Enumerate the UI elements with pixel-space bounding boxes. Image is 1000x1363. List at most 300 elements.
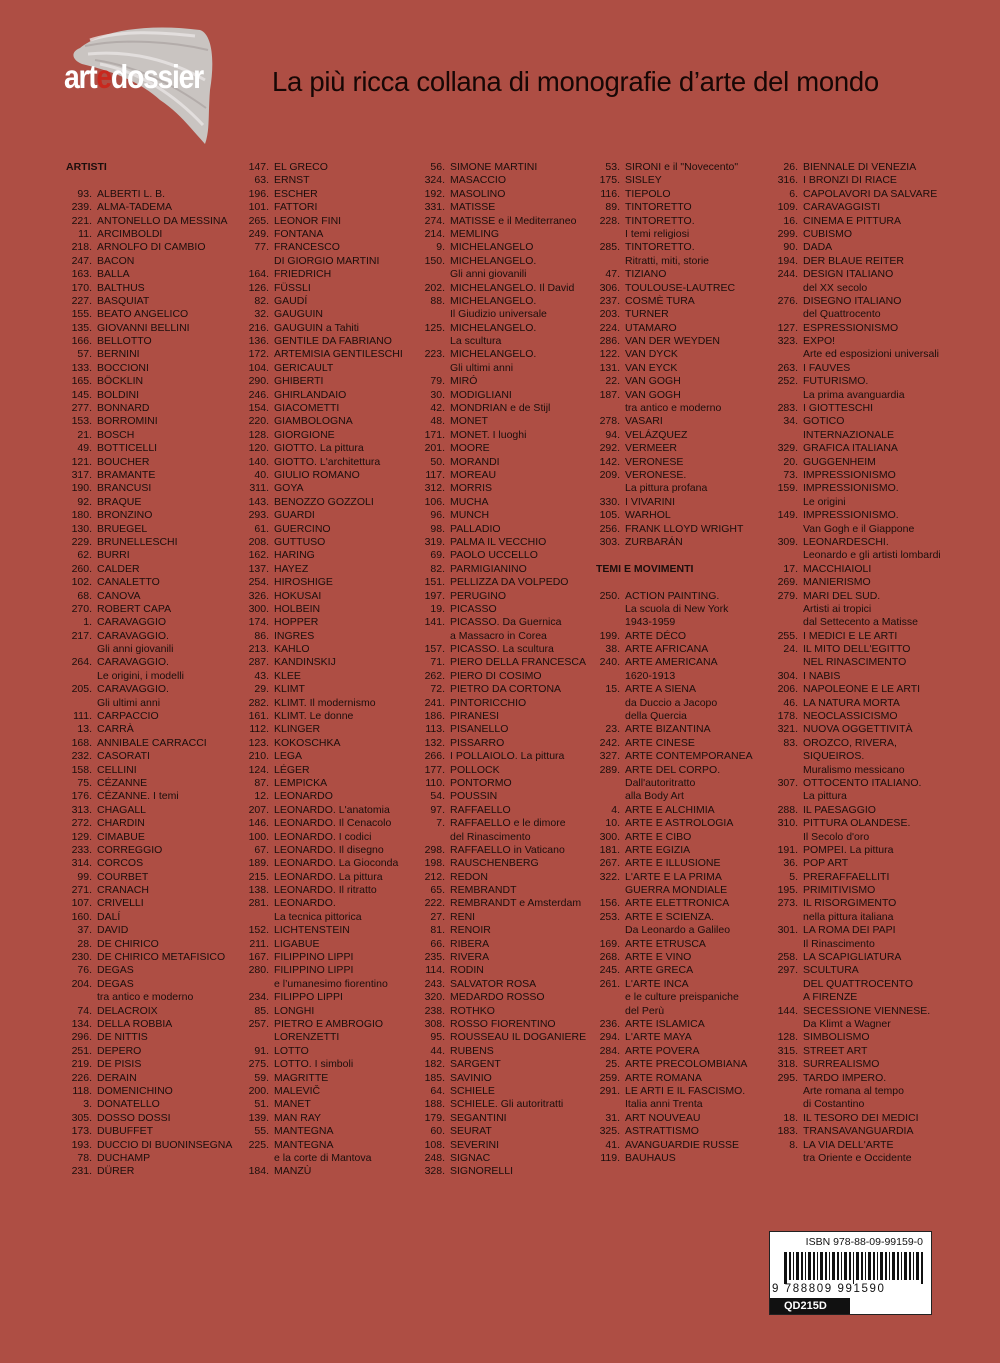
list-item [422,710,586,723]
issue-title: DEPERO [97,1044,142,1057]
list-item [246,268,403,281]
issue-number: 271. [71,884,92,897]
issue-title: ARTE CONTEMPORANEA [625,750,753,763]
issue-title: MANIERISMO [803,576,871,589]
issue-number: 168. [71,736,92,749]
issue-number: 237. [599,294,620,307]
issue-title: ARTE ETRUSCA [625,937,706,950]
issue-title: NAPOLEONE E LE ARTI [803,683,921,696]
issue-number: 269. [777,576,798,589]
list-item [776,1005,941,1018]
issue-title: SCHIELE [450,1084,495,1097]
issue-title: CARAVAGGIO. [97,656,169,669]
issue-number: 325. [599,1125,620,1138]
issue-title: PICASSO [450,602,497,615]
list-item [596,750,753,763]
list-item [776,255,941,268]
issue-title: PALMA IL VECCHIO [450,535,547,548]
list-item [422,1018,586,1031]
issue-number: 13. [77,723,92,736]
list-item [246,897,403,910]
list-item [66,482,232,495]
list-item [246,215,403,228]
issue-title: IL TESORO DEI MEDICI [803,1111,919,1124]
list-item [422,255,586,268]
issue-title: Da Klimt a Wagner [803,1018,891,1030]
list-item [66,656,232,669]
list-item [776,362,941,375]
issue-title: I POLLAIOLO. La pittura [450,750,565,763]
issue-number: 179. [424,1111,445,1124]
issue-title: GUERCINO [274,522,331,535]
list-item [246,549,403,562]
issue-title: CARPACCIO [97,710,159,723]
issue-title: PERUGINO [450,589,507,602]
issue-number: 38. [605,643,620,656]
issue-number [776,429,798,442]
list-item [776,857,941,870]
issue-title: BOLDINI [97,388,140,401]
issue-title: da Duccio a Jacopo [625,696,718,709]
issue-title: WARHOL [625,509,671,522]
issue-number: 289. [599,763,620,776]
issue-title: del Rinascimento [450,830,531,843]
issue-number [596,1098,620,1111]
issue-number: 92. [77,495,92,508]
issue-title: PINTORICCHIO [450,696,527,709]
issue-title: RENI [450,910,476,923]
issue-title: CANOVA [97,589,141,602]
issue-number [422,268,445,281]
list-item [776,723,941,736]
issue-number: 197. [424,589,445,602]
list-item [776,897,941,910]
issue-title: MANTEGNA [274,1125,334,1138]
issue-number: 305. [71,1111,92,1124]
issue-number: 278. [599,415,620,428]
issue-title: DE PISIS [97,1058,142,1071]
list-item [246,402,403,415]
issue-title: RAFFAELLO e le dimore [450,817,566,830]
list-item [422,442,586,455]
issue-title: FRANK LLOYD WRIGHT [625,522,744,535]
issue-title: I BRONZI DI RIACE [803,174,897,187]
issue-title: TRANSAVANGUARDIA [803,1125,914,1138]
list-item [246,429,403,442]
issue-title: DALÍ [97,910,121,923]
issue-number: 236. [599,1018,620,1030]
list-item [596,924,753,937]
issue-title: DESIGN ITALIANO [803,268,894,281]
list-item [422,389,586,402]
list-item [246,442,403,455]
list-item [246,201,403,214]
issue-number: 129. [71,830,92,843]
issue-title: I MEDICI E LE ARTI [803,629,898,642]
list-item [596,1098,753,1111]
issue-title: MICHELANGELO. [450,294,537,307]
list-item [66,335,232,348]
list-item [776,616,941,629]
list-item [422,161,586,174]
issue-number: 126. [248,281,269,294]
issue-number: 248. [424,1151,445,1164]
list-item [246,737,403,750]
barcode-bar [789,1252,791,1280]
issue-number: 191. [777,843,798,856]
issue-title: SIQUEIROS. [803,750,865,763]
issue-title: MICHELANGELO. [450,321,537,334]
issue-title: DELACROIX [97,1004,158,1017]
list-item [596,911,753,924]
issue-title: MANTEGNA [274,1138,334,1151]
list-item [596,282,753,295]
issue-title: TIZIANO [625,268,667,281]
list-item [246,790,403,803]
issue-title: PIRANESI [450,710,500,723]
issue-title: GIOTTO. L'architettura [274,455,381,468]
issue-number: 117. [425,468,445,481]
issue-number [776,911,798,924]
issue-number: 149. [777,509,798,522]
list-item [422,523,586,536]
issue-number: 231. [71,1165,92,1178]
list-item [596,884,753,897]
issue-number: 329. [777,442,798,455]
list-item [66,777,232,790]
issue-number: 287. [248,656,269,669]
list-item [776,670,941,683]
issue-number [776,549,798,562]
issue-title: Leonardo e gli artisti lombardi [803,549,941,562]
issue-title: PITTURA OLANDESE. [803,817,911,830]
issue-title: HOKUSAI [274,589,322,602]
list-item [246,764,403,777]
issue-number: 3. [83,1098,92,1111]
barcode-bar [793,1252,794,1280]
issue-title: LEONARDO. La pittura [274,870,383,883]
list-item [66,1165,232,1178]
list-item [596,697,753,710]
barcode-bar [801,1252,803,1280]
issue-number: 253. [599,910,620,923]
isbn-label: ISBN 978-88-09-99159-0 [805,1236,923,1248]
issue-title: Il Rinascimento [803,937,875,950]
issue-number [776,991,798,1004]
issue-title: 1620-1913 [625,669,676,682]
list-item [596,496,753,509]
list-item [66,871,232,884]
issue-number: 89. [605,201,620,214]
list-item [596,469,753,482]
issue-number: 272. [71,817,92,830]
issue-title: TINTORETTO [625,201,692,214]
issue-number: 255. [777,629,798,642]
issue-number: 79. [430,375,445,388]
issue-number: 147. [248,161,269,173]
issue-number: 123. [248,736,269,749]
list-item [596,415,753,428]
issue-title: I temi religiosi [625,227,690,240]
issue-title: BASQUIAT [97,294,150,307]
list-item [596,322,753,335]
issue-number: 310. [777,817,798,830]
issue-number: 205. [71,683,92,696]
list-item [596,509,753,522]
list-item [422,1005,586,1018]
issue-title: BEATO ANGELICO [97,308,189,321]
barcode-bar [880,1252,883,1280]
issue-title: IMPRESSIONISMO [803,468,896,481]
issue-number: 11. [78,227,92,240]
issue-number: 209. [599,468,620,481]
list-item [422,482,586,495]
issue-title: tra Oriente e Occidente [803,1151,912,1164]
issue-title: ACTION PAINTING. [625,589,720,602]
issue-title: BOTTICELLI [97,442,158,455]
issue-number: 184. [248,1165,269,1178]
issue-title: MORRIS [450,482,492,495]
issue-title: ARTE ISLAMICA [625,1018,705,1030]
issue-number: 315. [777,1044,798,1057]
barcode-bar [873,1252,875,1280]
list-item [422,469,586,482]
issue-title: CÉZANNE [97,776,148,789]
issue-number: 95. [430,1031,445,1044]
issue-number: 7. [436,817,445,830]
issue-number: 261. [599,977,620,990]
issue-number: 31. [605,1111,620,1124]
list-item [66,295,232,308]
issue-title: EL GRECO [274,161,328,173]
issue-number: 286. [599,335,620,348]
issue-number: 122. [599,348,620,361]
issue-title: SARGENT [450,1058,501,1071]
issue-number: 196. [248,187,269,200]
issue-title: VERMEER [625,442,677,455]
list-item [246,723,403,736]
issue-title: Gli anni giovanili [97,643,174,656]
issue-number: 18. [783,1111,798,1124]
issue-title: VELÁZQUEZ [625,428,688,441]
issue-title: La scuola di New York [625,602,729,615]
list-item [66,549,232,562]
issue-title: PIETRO E AMBROGIO [274,1018,384,1030]
issue-title: SCULTURA [803,964,859,977]
list-item [246,1139,403,1152]
list-item [596,777,753,790]
issue-number: 97. [430,803,445,816]
list-item [596,656,753,669]
list-item [596,1085,753,1098]
issue-number: 297. [777,964,798,977]
issue-number: 146. [248,817,269,830]
logo-text-dossier: dossier [110,58,203,95]
issue-title: TINTORETTO. [625,214,695,227]
issue-number [776,750,798,763]
list-item [66,255,232,268]
list-item [776,308,941,321]
issue-title: della Quercia [625,710,687,723]
list-item [776,469,941,482]
issue-number: 83. [783,736,798,749]
issue-title: MONET. I luoghi [450,428,527,441]
issue-title: CARAVAGGISTI [803,201,881,214]
list-item [776,630,941,643]
issue-title: OTTOCENTO ITALIANO. [803,776,922,789]
issue-number: 307. [777,776,798,789]
issue-title: VERONESE [625,455,684,468]
issue-title: FILIPPINO LIPPI [274,964,354,977]
issue-number [422,362,445,375]
list-item [66,188,232,201]
issue-number: 77. [254,241,269,254]
list-item [246,362,403,375]
list-item [422,616,586,629]
list-item [422,1058,586,1071]
issue-title: GIULIO ROMANO [274,468,360,481]
list-item [596,790,753,803]
list-item [776,924,941,937]
list-item [422,456,586,469]
issue-title: POMPEI. La pittura [803,843,894,856]
issue-title: PARMIGIANINO [450,562,527,575]
issue-number: 331. [424,201,445,214]
list-item [66,844,232,857]
list-item [776,1098,941,1111]
issue-title: Da Leonardo a Galileo [625,924,731,937]
issue-title: BOUCHER [97,455,150,468]
issue-title: ALMA-TADEMA [97,201,173,214]
list-item [776,576,941,589]
issue-number: 22. [605,375,620,388]
list-item [66,348,232,361]
issue-number: 136. [248,335,269,348]
issue-number: 318. [777,1058,798,1071]
issue-title: RIBERA [450,937,490,950]
list-item [422,188,586,201]
issue-number: 130. [71,522,92,535]
issue-number: 233. [71,843,92,856]
barcode-bars [784,1252,924,1284]
list-item [422,750,586,763]
list-item [246,188,403,201]
tagline: La più ricca collana di monografie d’arte del mondo [272,66,879,97]
issue-number: 111. [73,710,92,723]
list-item [66,670,232,683]
issue-title: La pittura profana [625,482,708,495]
issue-number: 206. [777,683,798,696]
list-item [596,228,753,241]
issue-number: 322. [599,870,620,883]
barcode-bar [813,1252,815,1280]
issue-title: ARTE BIZANTINA [625,723,711,736]
issue-title: BRUEGEL [97,522,148,535]
issue-number: 244. [777,268,798,281]
issue-number [596,1005,620,1018]
issue-title: LA VIA DELL'ARTE [803,1138,894,1151]
barcode-bar [817,1252,818,1280]
issue-number [422,335,445,348]
list-item [422,670,586,683]
issue-number [596,790,620,803]
list-item [66,737,232,750]
list-item [596,964,753,977]
issue-number [596,697,620,710]
issue-title: PICASSO. Da Guernica [450,616,562,629]
issue-number: 298. [424,843,445,856]
issue-number: 137. [248,562,269,575]
issue-title: CELLINI [97,763,137,776]
issue-title: ARTE CINESE [625,736,695,749]
issue-title: CORCOS [97,857,144,870]
issue-title: TINTORETTO. [625,241,695,254]
issue-number: 262. [424,669,445,682]
issue-title: VAN GOGH [625,375,681,388]
issue-number: 306. [599,281,620,294]
issue-number: 109. [777,201,798,214]
issue-number: 12. [254,790,269,803]
issue-title: MICHELANGELO. Il David [450,281,575,294]
issue-title: BÖCKLIN [97,375,144,388]
barcode-bar [868,1252,871,1280]
issue-number: 81. [430,924,445,937]
barcode-bar [825,1252,827,1280]
list-item [422,857,586,870]
list-item [776,790,941,803]
issue-title: SAVINIO [450,1071,492,1084]
issue-number [422,831,445,844]
list-item [776,1018,941,1031]
list-item [246,643,403,656]
list-item [776,1045,941,1058]
issue-number [776,831,798,844]
issue-number [776,389,798,402]
issue-number: 4. [611,803,620,816]
issue-title: alla Body Art [625,790,684,803]
issue-title: LEONARDO. Il ritratto [274,884,377,897]
barcode-bar [784,1252,787,1284]
issue-number: 321. [777,723,798,736]
issue-title: STREET ART [803,1044,868,1057]
issue-title: MICHELANGELO. [450,254,537,267]
list-item [422,402,586,415]
issue-title: PIERO DELLA FRANCESCA [450,656,586,669]
list-item [246,656,403,669]
list-item [422,723,586,736]
issue-title: del Quattrocento [803,308,881,321]
issue-title: INGRES [274,629,315,642]
issue-number [246,1031,269,1044]
list-item [66,1085,232,1098]
list-item [66,402,232,415]
issue-title: PONTORMO [450,776,512,789]
issue-title: ARTEMISIA GENTILESCHI [274,348,403,361]
list-item [66,1018,232,1031]
list-item [776,348,941,361]
issue-number: 313. [71,803,92,816]
list-item [422,764,586,777]
list-item [66,1098,232,1111]
issue-title: tra antico e moderno [625,402,722,415]
issue-title: LA SCAPIGLIATURA [803,951,902,964]
issue-number [596,670,620,683]
logo-text-e: e [96,58,111,95]
list-item [66,563,232,576]
issue-number: 259. [599,1071,620,1084]
list-item [776,509,941,522]
issue-title: DI GIORGIO MARTINI [274,254,380,267]
